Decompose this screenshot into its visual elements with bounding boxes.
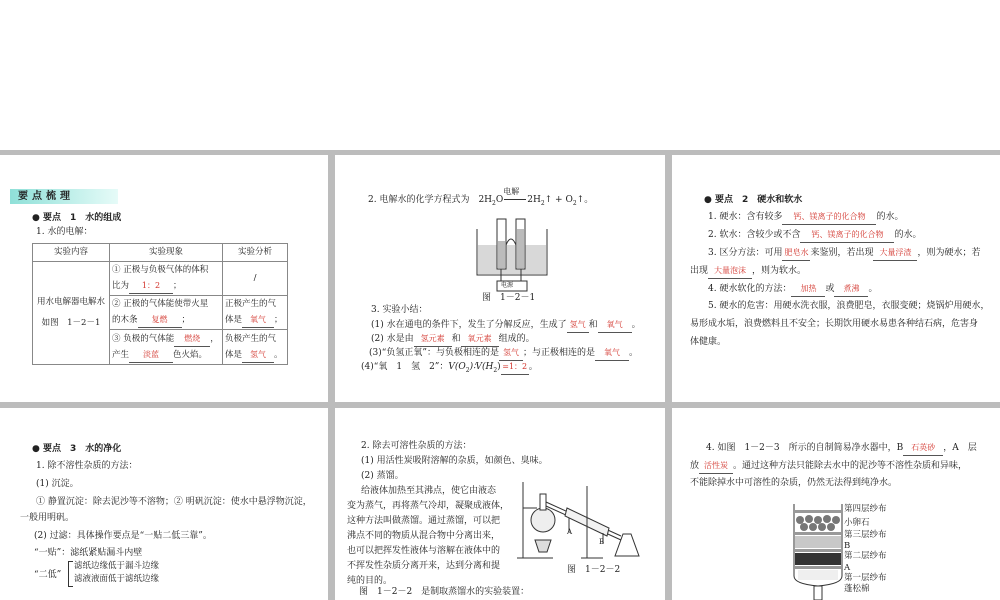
answer-soap-water: 肥皂水 [782,245,810,261]
adsorption-line: (1) 用活性炭吸附溶解的杂质，如颜色、臭味。 [361,456,548,466]
answer-volume-ratio: 1：2 [129,278,173,294]
cell-text: 体是 氢气 。 [225,347,285,363]
answer-oxygen: 氧气 [595,345,629,361]
settling-line-2: 一般用明矾。 [20,513,75,523]
heading-point-3: ● 要点 3 水的净化 [32,444,122,454]
insoluble-method-heading: 1. 除不溶性杂质的方法： [36,461,138,471]
cell-text: 正极产生的气 [225,299,277,309]
table-header-cell: 实验分析 [223,244,288,262]
table-header-row [33,244,288,262]
cell-text: 比为 1：2 ； [112,278,220,294]
top-blank-area [0,0,1000,150]
filter-layer-label: 小卵石 [844,518,870,528]
filter-layer-label: A [844,563,851,573]
distillation-heading: (2) 蒸馏。 [361,471,404,481]
distillation-text: 也可以把挥发性液体与溶解在液体中的 [347,546,501,556]
cell-text: 产生 淡蓝 色火焰。 [112,347,220,363]
table-row [33,262,288,296]
slide-distillation[interactable] [335,408,665,600]
two-low-item: 滤纸边缘低于漏斗边缘 [74,561,160,571]
cell-text: 体是 氧气 ； [225,312,285,328]
cell-text: 如图 1－2－1 [41,318,101,328]
answer-quartz-sand: 石英砂 [903,440,943,456]
distillation-text: 这种方法叫做蒸馏。通过蒸馏，可以把 [347,516,501,526]
figure-caption: 图 1－2－2 [567,565,621,575]
table-header-cell: 实验内容 [33,244,110,262]
table-cell-content [33,262,110,365]
soft-water-line: 2. 软水：含较少或不含 钙、镁离子的化合物 的水。 [708,227,921,243]
cell-text: ③ 负极的气体能 燃烧 ， [112,331,220,347]
filter-question-line: 4. 如图 1－2－3 所示的自制简易净水器中，B 石英砂 ，A 层 [706,440,977,456]
table-cell: / [223,262,288,296]
section-banner: 要点梳理 [10,189,118,204]
answer-oxygen-element: 氧元素 [461,331,499,347]
filter-layer-label: B [844,541,851,551]
answer-heating: 加热 [791,281,825,297]
slide-electrolysis-equation[interactable] [335,155,665,402]
answer-rekindle: 复燃 [138,312,182,328]
power-source-label: 电源 [501,282,514,289]
softening-line: 4. 硬水软化的方法： 加热 或 煮沸 。 [708,281,877,297]
cell-text: 用水电解器电解水 [36,297,105,307]
harm-line-1: 5. 硬水的危害：用硬水洗衣服，浪费肥皂，衣服变硬；烧锅炉用硬水， [708,301,990,311]
reaction-condition: 电解 [503,187,520,196]
table-cell [223,296,288,330]
slide-hard-soft-water[interactable] [672,155,1000,402]
soluble-method-heading: 2. 除去可溶性杂质的方法： [361,441,472,451]
water-filter-figure [788,500,851,600]
summary-line-3: (3)“负氢正氧”：与负极相连的是 氢气 ；与正极相连的是 氧气 。 [369,345,638,361]
two-low-label: “二低” [34,570,62,580]
one-stick-line: “一贴”：滤纸紧贴漏斗内壁 [34,548,143,558]
cell-text: 的木条 复燃 ； [112,312,220,328]
label-b: B [599,538,605,546]
answer-pale-blue: 淡蓝 [129,347,173,363]
answer-oxygen: 氧气 [242,312,274,328]
answer-volume-ratio: =1：2 [501,359,529,375]
answer-hydrogen: 氢气 [567,317,589,333]
table-cell [110,262,223,296]
cell-text: ② 正极的气体能使带火星 [112,299,209,309]
answer-foam: 大量泡沫 [708,263,752,279]
precipitation-line: (1) 沉淀。 [36,479,79,489]
settling-line: ① 静置沉淀：除去泥沙等不溶物；② 明矾沉淀：使水中悬浮物沉淀， [36,497,312,507]
harm-line-2: 易形成水垢，浪费燃料且不安全；长期饮用硬水易患各种结石病，危害身 [690,319,979,329]
slide-water-filter[interactable] [672,408,1000,600]
filter-question-line-3: 不能除掉水中可溶性的杂质，仍然无法得到纯净水。 [690,478,898,488]
subheading-electrolysis: 1. 水的电解： [36,227,93,237]
summary-line-2: (2) 水是由 氢元素 和 氧元素 组成的。 [371,331,535,347]
answer-hydrogen-element: 氢元素 [414,331,452,347]
answer-oxygen: 氧气 [598,317,632,333]
distinguish-line: 3. 区分方法：可用 肥皂水 来鉴别，若出现 大量浮渣 ，则为硬水；若 [708,245,980,261]
answer-hydrogen: 氢气 [242,347,274,363]
filter-layer-label: 第一层纱布 [844,573,887,583]
distillation-apparatus-figure [513,478,657,562]
answer-boiling: 煮沸 [834,281,868,297]
brace [68,561,73,587]
distillation-text: 沸点不同的物质从混合物中分离出来， [347,531,501,541]
summary-line-4: (4)“氧 1 氢 2”：$V(O_2)∶V(H_2) =1$：2 。 [361,359,538,378]
heading-point-1: ● 要点 1 水的组成 [32,213,122,223]
summary-line-1: (1) 水在通电的条件下，发生了分解反应，生成了 氢气 和 氧气 。 [371,317,641,333]
distillation-text: 变为蒸气，再将蒸气冷却，凝聚成液体， [347,501,510,511]
answer-hydrogen: 氢气 [499,345,523,361]
heading-point-2: ● 要点 2 硬水和软水 [704,195,803,205]
table-cell [110,330,223,365]
table-cell [223,330,288,365]
electrolysis-equation: 2. 电解水的化学方程式为 $2H_2O$ 电解 $2H_2↑$ + $O_2↑$。 [368,193,593,211]
distinguish-line-2: 出现 大量泡沫 ，则为软水。 [690,263,806,279]
answer-activated-carbon: 活性炭 [699,458,733,474]
electrolysis-table [32,243,288,365]
figure-caption: 图 1－2－1 [482,293,536,303]
table-header-cell: 实验现象 [110,244,223,262]
filter-question-line-2: 放 活性炭 。通过这种方法只能除去水中的泥沙等不溶性杂质和异味， [690,458,967,474]
answer-burn: 燃烧 [174,331,210,347]
cell-text: ① 正极与负极气体的体积 [112,265,209,275]
filter-layer-label: 第三层纱布 [844,530,887,540]
distillation-text: 给液体加热至其沸点，使它由液态 [361,486,497,496]
filtration-line: (2) 过滤：具体操作要点是“一贴二低三靠”。 [34,531,212,541]
filter-layer-label: 蓬松棉 [844,584,870,594]
cell-text: 负极产生的气 [225,333,277,344]
distillation-text: 不挥发性杂质分离开来，达到分离和提 [347,561,501,571]
table-cell [110,296,223,330]
slide-water-purification[interactable] [0,408,328,600]
summary-heading: 3. 实验小结： [371,305,428,315]
harm-line-3: 体健康。 [690,337,727,347]
two-low-item: 滤液液面低于滤纸边缘 [74,574,160,584]
filter-layer-label: 第二层纱布 [844,551,887,561]
distillation-text: 纯的目的。 [347,576,393,586]
slide-water-composition[interactable] [0,155,328,402]
answer-calcium-magnesium: 钙、镁离子的化合物 [782,209,876,225]
answer-scum: 大量浮渣 [873,245,917,261]
filter-layer-label: 第四层纱布 [844,504,887,514]
distillation-setup-line: 图 1－2－2 是制取蒸馏水的实验装置： [359,587,530,597]
label-a: A [567,528,573,536]
answer-calcium-magnesium: 钙、镁离子的化合物 [800,227,894,243]
hard-water-line: 1. 硬水：含有较多 钙、镁离子的化合物 的水。 [708,209,903,225]
